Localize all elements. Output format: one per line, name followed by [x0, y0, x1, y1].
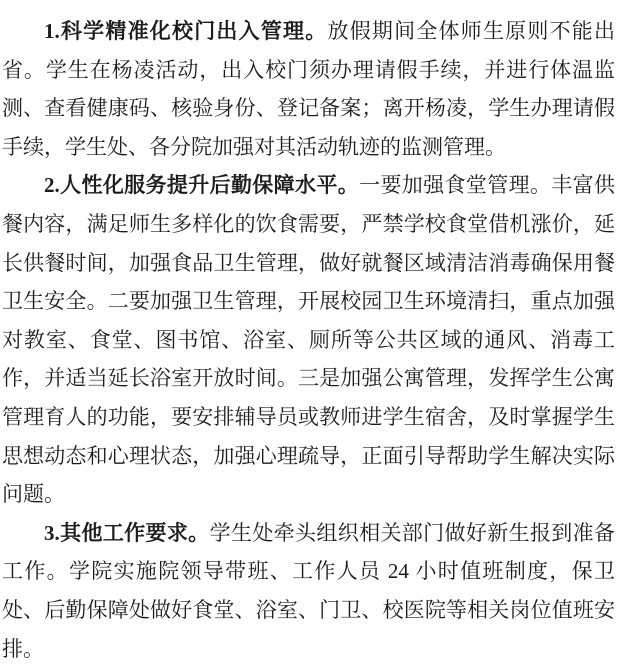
paragraph-body: 一要加强食堂管理。丰富供餐内容，满足师生多样化的饮食需要，严禁学校食堂借机涨价，延长供餐时间，加强食品卫生管理，做好就餐区域清洁消毒确保用餐卫生安全。二要加强卫生管理，开展校园卫生环境清扫，重点加强对教室、食堂、图书馆、浴室、厕所等公共区域的通风、消毒工作，并适当延长浴室开放时间。三是加强公寓管理，发挥学生公寓管理育人的功能，要安排辅导员或教师进学生宿舍，及时掌握学生思想动态和心理状态，加强心理疏导，正面引导帮助学生解决实际问题。	[2, 173, 616, 507]
paragraph-heading: 3.其他工作要求。	[44, 520, 210, 545]
paragraph-heading: 1.科学精准化校门出入管理。	[44, 19, 328, 43]
paragraph-other-requirements	[2, 514, 615, 666]
paragraph-body: 放假期间全体师生原则不能出省。学生在杨凌活动，出入校门须办理请假手续，并进行体温监测、查看健康码、核验身份、登记备案；离开杨凌，学生办理请假手续，学生处、各分院加强对其活动轨迹的监测管理。	[2, 19, 616, 159]
paragraph-body: 学生处牵头组织相关部门做好新生报到准备工作。学院实施院领导带班、工作人员 24 小时值班制度，保卫处、后勤保障处做好食堂、浴室、门卫、校医院等相关岗位值班安排。	[2, 520, 616, 661]
paragraph-campus-gate-management	[2, 12, 615, 166]
paragraph-heading: 2.人性化服务提升后勤保障水平。	[44, 173, 360, 198]
paragraph-logistics-service	[2, 166, 615, 513]
